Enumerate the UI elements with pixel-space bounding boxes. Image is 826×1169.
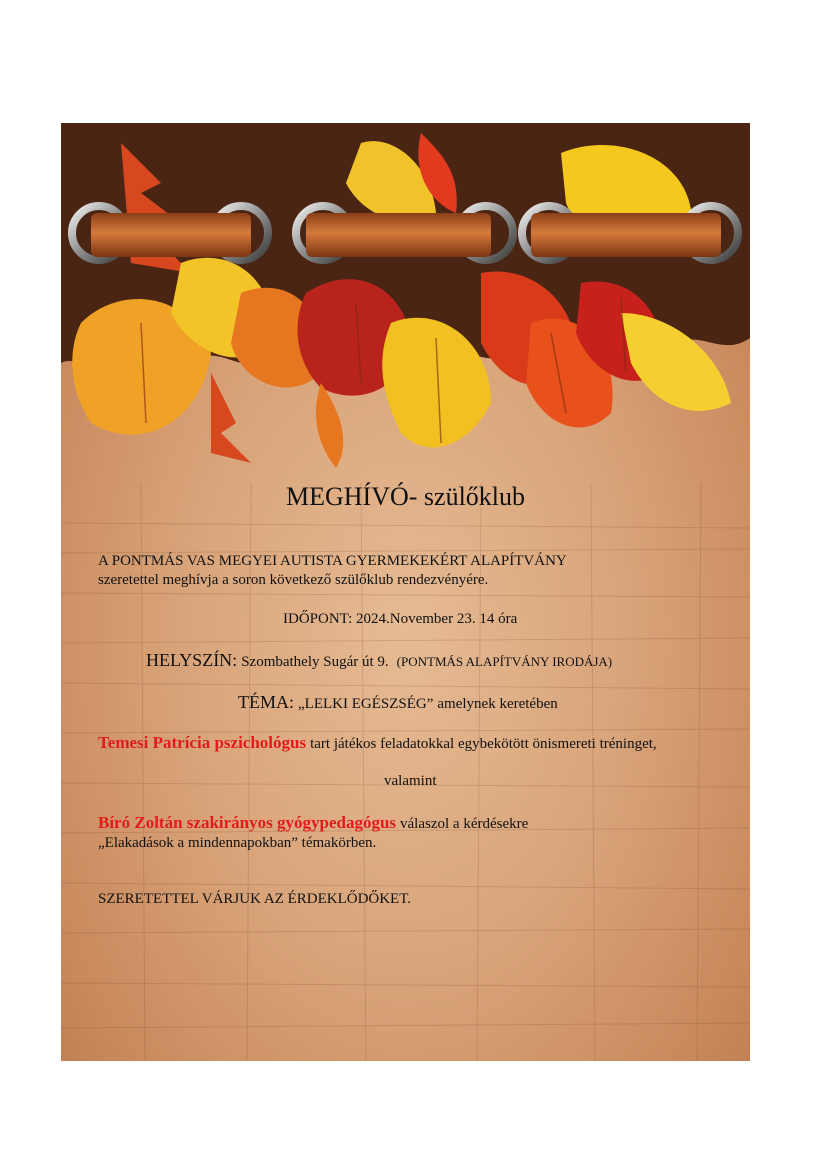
event-topic — [238, 692, 558, 713]
date-label: IDŐPONT: — [283, 611, 353, 627]
speaker2-text: válaszol a kérdésekre — [400, 816, 529, 832]
organization-name: A PONTMÁS VAS MEGYEI AUTISTA GYERMEKEKÉRT ALAPÍTVÁNY — [98, 553, 567, 569]
location-value: Szombathely Sugár út 9. — [241, 654, 389, 670]
topic-label: TÉMA: — [238, 692, 294, 712]
event-date — [283, 611, 517, 628]
location-label: HELYSZÍN: — [146, 650, 238, 670]
autumn-leaves-banner — [61, 123, 750, 483]
ring-strap — [72, 206, 268, 260]
date-value: 2024.November 23. 14 óra — [356, 611, 518, 627]
closing-text: SZERETETTEL VÁRJUK AZ ÉRDEKLŐDŐKET. — [98, 891, 412, 907]
speaker2-line2: „Elakadások a mindennapokban” témakörben. — [98, 835, 377, 851]
location-note: (PONTMÁS ALAPÍTVÁNY IRODÁJA) — [396, 654, 613, 669]
ring-strap — [522, 206, 738, 260]
speaker1-text: tart játékos feladatokkal egybekötött önismereti tréninget, — [310, 736, 657, 752]
event-location — [146, 650, 612, 671]
page-title: MEGHÍVÓ- szülőklub — [286, 482, 526, 511]
intro-text: szeretettel meghívja a soron következő szülőklub rendezvényére. — [98, 572, 489, 588]
invitation-poster — [61, 123, 750, 1061]
topic-value: „LELKI EGÉSZSÉG” — [298, 696, 434, 712]
speaker1-line — [98, 733, 657, 753]
topic-rest: amelynek keretében — [437, 696, 558, 712]
ring-strap — [296, 206, 513, 260]
speaker2-line — [98, 813, 528, 833]
connector-text: valamint — [384, 773, 437, 789]
speaker1-name: Temesi Patrícia pszichológus — [98, 733, 307, 752]
speaker2-name: Bíró Zoltán szakirányos gyógypedagógus — [98, 813, 397, 832]
